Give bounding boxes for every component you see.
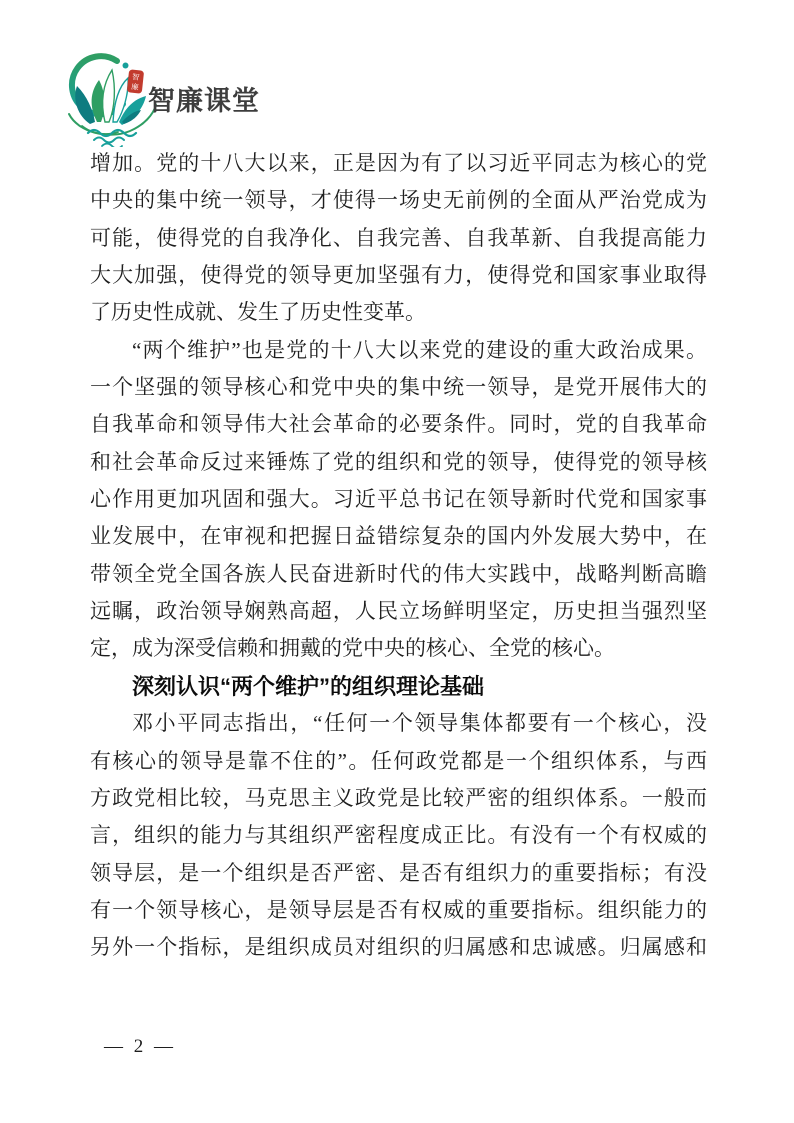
seal-char-bottom: 廉 (130, 82, 140, 92)
text-line: 远瞩，政治领导娴熟高超，人民立场鲜明坚定，历史担当强烈坚 (90, 599, 707, 624)
wave-line-2 (94, 138, 124, 143)
text-line: 了历史性成就、发生了历史性变革。 (90, 300, 426, 325)
text-line: 有一个领导核心，是领导层是否有权威的重要指标。组织能力的 (90, 897, 707, 922)
text-line: 方政党相比较，马克思主义政党是比较严密的组织体系。一般而 (90, 785, 707, 810)
text-line: 言，组织的能力与其组织严密程度成正比。有没有一个有权威的 (90, 823, 707, 848)
text-line: 领导层，是一个组织是否严密、是否有组织力的重要指标；有没 (90, 860, 707, 885)
text-line: 带领全党全国各族人民奋进新时代的伟大实践中，战略判断高瞻 (90, 561, 707, 586)
seal-char-top: 智 (131, 72, 141, 82)
text-line: 业发展中，在审视和把握日益错综复杂的国内外发展大势中，在 (90, 524, 707, 549)
text-line: 增加。党的十八大以来，正是因为有了以习近平同志为核心的党 (90, 151, 707, 175)
brand-title: 智廉课堂 (148, 86, 260, 116)
page-number: — 2 — (104, 1036, 176, 1057)
text-line: 定，成为深受信赖和拥戴的党中央的核心、全党的核心。 (90, 636, 615, 661)
text-line: 另外一个指标，是组织成员对组织的归属感和忠诚感。归属感和 (90, 935, 707, 960)
lotus-logo-icon (62, 52, 162, 147)
text-line: 可能，使得党的自我净化、自我完善、自我革新、自我提高能力 (90, 225, 707, 250)
text-line: “两个维护”也是党的十八大以来党的建设的重大政治成果。 (132, 337, 707, 362)
seal-stamp (127, 69, 144, 93)
section-heading: 深刻认识“两个维护”的组织理论基础 (132, 673, 485, 699)
text-line: 自我革命和领导伟大社会革命的必要条件。同时，党的自我革命 (90, 412, 707, 437)
text-line: 和社会革命反过来锤炼了党的组织和党的领导，使得党的领导核 (90, 449, 707, 474)
logo (62, 52, 402, 152)
text-line: 有核心的领导是靠不住的”。任何政党都是一个组织体系，与西 (90, 748, 707, 773)
text-line: 中央的集中统一领导，才使得一场史无前例的全面从严治党成为 (90, 188, 707, 213)
brush-dot-icon (123, 63, 129, 69)
text-line: 大大加强，使得党的领导更加坚强有力，使得党和国家事业取得 (90, 263, 707, 288)
document-body (90, 145, 707, 967)
text-line: 一个坚强的领导核心和党中央的集中统一领导，是党开展伟大的 (90, 375, 707, 400)
text-line: 邓小平同志指出，“任何一个领导集体都要有一个核心，没 (132, 711, 707, 736)
text-line: 心作用更加巩固和强大。习近平总书记在领导新时代党和国家事 (90, 487, 707, 512)
